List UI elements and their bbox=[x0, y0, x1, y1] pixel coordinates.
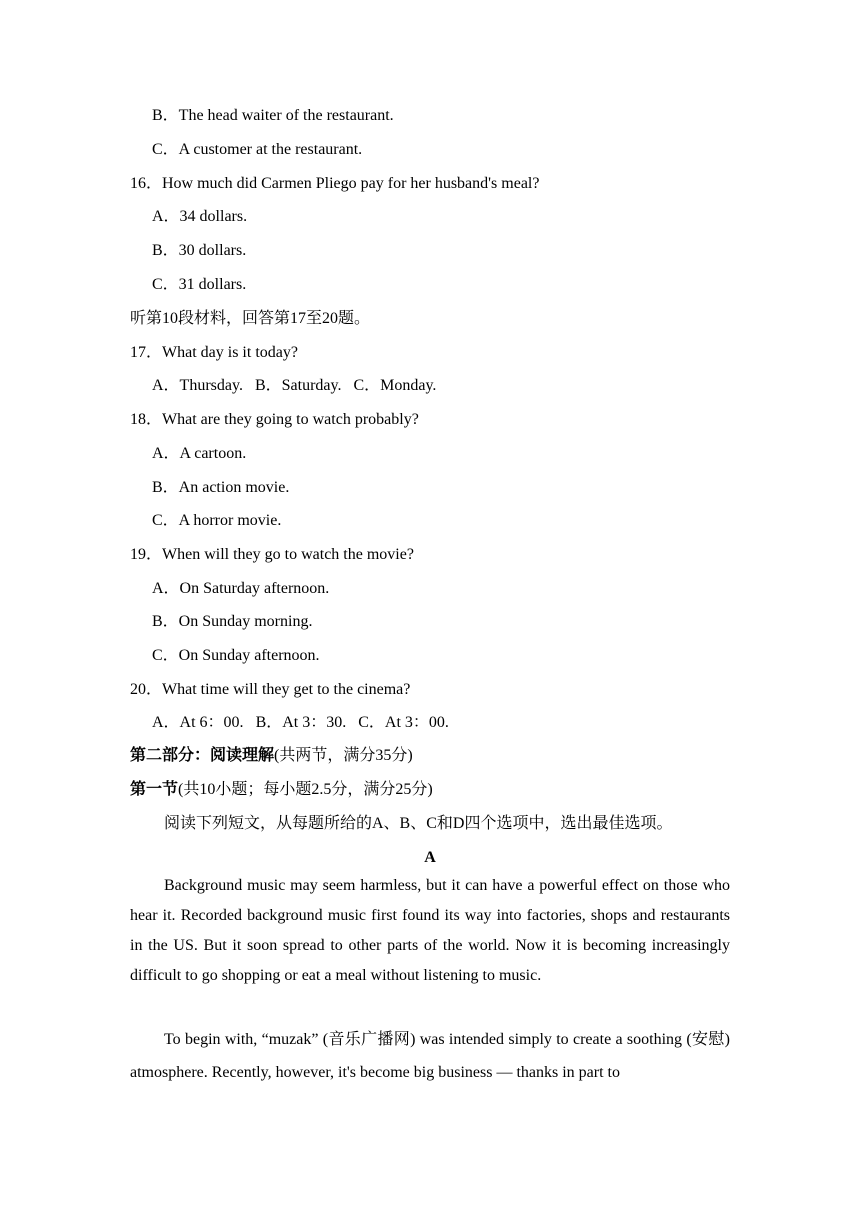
section-one-score: (共10小题；每小题2.5分，满分25分) bbox=[178, 781, 433, 798]
q20-option-b: B．At 3：30. bbox=[255, 714, 347, 731]
q15-option-b: B．The head waiter of the restaurant. bbox=[152, 107, 394, 124]
reading-instruction: 阅读下列短文，从每题所给的A、B、C和D四个选项中，选出最佳选项。 bbox=[164, 815, 673, 832]
q15-option-c: C．A customer at the restaurant. bbox=[152, 141, 363, 158]
q16-option-b: B．30 dollars. bbox=[152, 242, 247, 259]
q18-option-a: A．A cartoon. bbox=[152, 445, 247, 462]
q17-options bbox=[152, 376, 448, 396]
question-16: 16．How much did Carmen Pliego pay for her husband's meal? bbox=[130, 175, 540, 192]
q20-option-a: A．At 6：00. bbox=[152, 714, 244, 731]
q19-option-c: C．On Sunday afternoon. bbox=[152, 647, 320, 664]
question-18: 18．What are they going to watch probably? bbox=[130, 411, 419, 428]
q20-option-c: C．At 3：00. bbox=[358, 714, 449, 731]
part-two-score: (共两节，满分35分) bbox=[274, 747, 413, 764]
q20-options bbox=[152, 713, 461, 733]
q18-option-c: C．A horror movie. bbox=[152, 512, 282, 529]
question-20: 20．What time will they get to the cinema? bbox=[130, 681, 411, 698]
passage-label: A bbox=[424, 849, 436, 866]
q16-option-a: A．34 dollars. bbox=[152, 208, 248, 225]
q17-option-a: A．Thursday. bbox=[152, 377, 243, 394]
question-19: 19．When will they go to watch the movie? bbox=[130, 546, 414, 563]
q17-option-b: B．Saturday. bbox=[254, 377, 342, 394]
section-one-title: 第一节 bbox=[130, 781, 179, 798]
q17-option-c: C．Monday. bbox=[353, 377, 437, 394]
part-two-title: 第二部分：阅读理解 bbox=[130, 747, 275, 764]
q16-option-c: C．31 dollars. bbox=[152, 276, 247, 293]
q19-option-a: A．On Saturday afternoon. bbox=[152, 580, 330, 597]
section-one-heading bbox=[130, 780, 433, 800]
question-17: 17．What day is it today? bbox=[130, 344, 298, 361]
passage-paragraph-2: To begin with, “muzak” (音乐广播网) was intended simply to create a soothing (安慰) atmosphere. Recently, however, it's become big business — thanks in part to bbox=[130, 1031, 730, 1081]
q18-option-b: B．An action movie. bbox=[152, 479, 290, 496]
section-instruction-10: 听第10段材料，回答第17至20题。 bbox=[130, 310, 371, 327]
part-two-heading bbox=[130, 746, 413, 766]
passage-paragraph-1: Background music may seem harmless, but it can have a powerful effect on those who hear it. Recorded background music first found its way into factories, shops and restaurants in the US. But it soon spread to other parts of the world. Now it is becoming increasingly difficult to go shopping or eat a meal without listening to music. bbox=[130, 877, 730, 984]
q19-option-b: B．On Sunday morning. bbox=[152, 613, 313, 630]
